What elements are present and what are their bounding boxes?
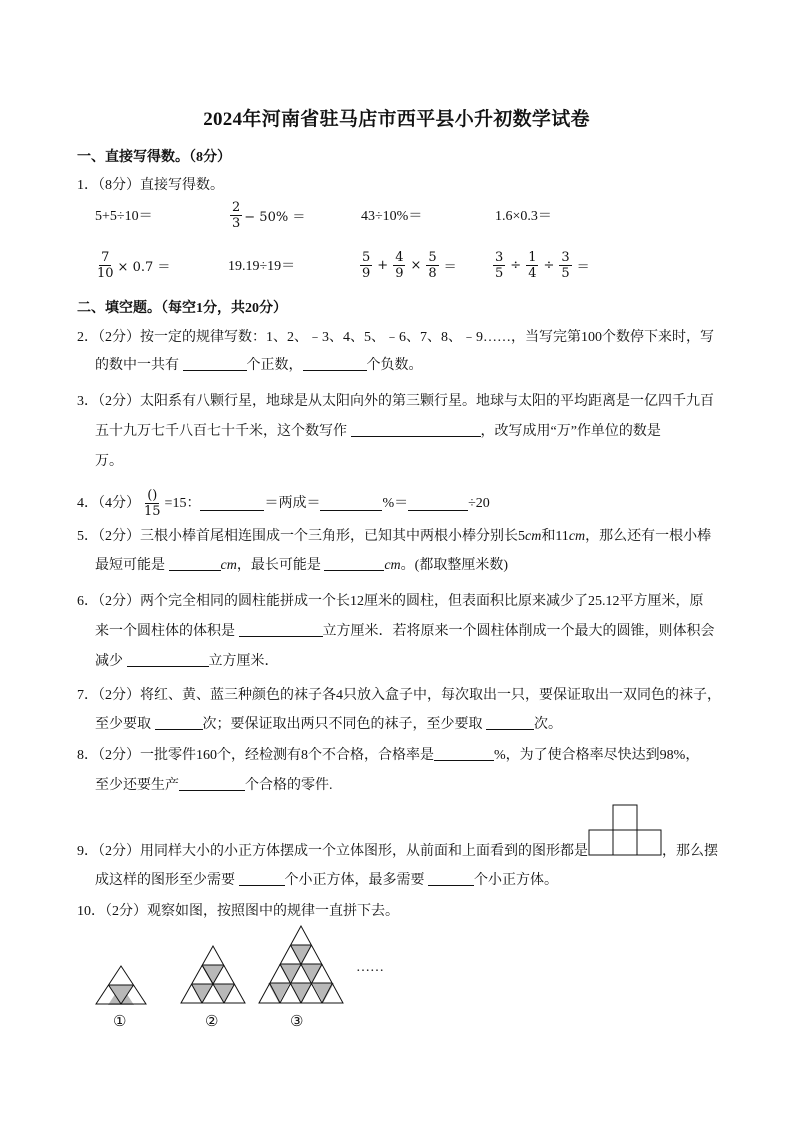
triangle-figure-1 xyxy=(95,965,147,1005)
fraction: $\frac{1}{4}$ xyxy=(528,250,537,281)
calc-g xyxy=(358,250,460,281)
question-4: 4．（4分） $\frac{()}{15}$ =15： ＝两成＝ %＝ ÷20 xyxy=(77,488,490,519)
question-8-line-1: 8．（2分）一批零件160个，经检测有8个不合格，合格率是 %，为了使合格率尽快达到98%， xyxy=(77,748,700,763)
operator: ÷ xyxy=(510,258,522,273)
answer-blank[interactable] xyxy=(179,776,245,791)
question-7-line-2: 至少要取 次；要保证取出两只不同色的袜子，至少要取 次。 xyxy=(95,717,562,732)
fraction: $\frac{4}{9}$ xyxy=(395,250,404,281)
ellipsis: …… xyxy=(356,960,384,975)
answer-blank[interactable] xyxy=(169,556,221,571)
question-5-line-1: 5．（2分）三根小棒首尾相连围成一个三角形，已知其中两根小棒分别长5cm和11cm，那么还有一根小棒 xyxy=(77,529,712,544)
question-2-line-2: 的数中一共有 个正数， 个负数。 xyxy=(95,358,423,373)
calc-f-text: 19.19÷19＝ xyxy=(228,259,296,274)
section-1-heading: 一、直接写得数。（8分） xyxy=(77,150,231,165)
page-title: 2024年河南省驻马店市西平县小升初数学试卷 xyxy=(203,109,590,130)
question-6-line-1: 6．（2分）两个完全相同的圆柱能拼成一个长12厘米的圆柱，但表面积比原来减少了25.12平方厘米，原 xyxy=(77,594,704,609)
square-left xyxy=(589,830,613,855)
calc-d xyxy=(495,205,552,225)
answer-blank[interactable] xyxy=(183,356,247,371)
question-9-line-1: 9．（2分）用同样大小的小正方体摆成一个立体图形，从前面和上面看到的图形都是 ，那么摆 xyxy=(77,844,718,859)
section-2-heading: 二、填空题。（每空1分，共20分） xyxy=(77,301,287,316)
square-top xyxy=(613,805,637,830)
calc-b-text: − 50% ＝ xyxy=(244,210,306,225)
operator: + xyxy=(377,258,389,273)
question-6-line-3: 减少 立方厘米． xyxy=(95,654,279,669)
answer-blank[interactable] xyxy=(486,715,534,730)
question-9-line-2: 成这样的图形至少需要 个小正方体，最多需要 个小正方体。 xyxy=(95,873,558,888)
question-1 xyxy=(77,176,224,196)
operator: ＝ xyxy=(576,260,590,275)
calc-a-text: 5+5÷10＝ xyxy=(95,209,153,224)
calc-f xyxy=(228,255,295,275)
answer-blank[interactable] xyxy=(434,746,494,761)
operator: ＝ xyxy=(443,260,457,275)
answer-blank[interactable] xyxy=(351,422,481,437)
answer-blank[interactable] xyxy=(155,715,203,730)
calc-b xyxy=(228,200,305,231)
answer-blank[interactable] xyxy=(324,556,384,571)
triangle-figure-2 xyxy=(180,945,246,1005)
question-6-line-2: 来一个圆柱体的体积是 立方厘米．若将原来一个圆柱体削成一个最大的圆锥，则体积会 xyxy=(95,624,715,639)
answer-blank[interactable] xyxy=(200,496,264,511)
square-right xyxy=(637,830,661,855)
figure-label-2: ② xyxy=(205,1014,219,1030)
fraction: $\frac{2}{3}$ xyxy=(232,200,241,231)
q1-score: （8分） xyxy=(98,178,140,193)
question-2-line-1: 2．（2分）按一定的规律写数：1、2、﹣3、4、5、﹣6、7、8、﹣9……，当写完第100个数停下来时，写 xyxy=(77,330,714,345)
question-3-line-3: 万。 xyxy=(95,454,123,469)
answer-blank[interactable] xyxy=(239,871,285,886)
operator: ÷ xyxy=(543,258,555,273)
question-7-line-1: 7．（2分）将红、黄、蓝三种颜色的袜子各4只放入盒子中，每次取出一只，要保证取出一双同色的袜子， xyxy=(77,688,721,703)
triangle-figure-3 xyxy=(258,925,344,1005)
calc-d-text: 1.6×0.3＝ xyxy=(495,209,552,224)
fraction: $\frac{5}{9}$ xyxy=(362,250,371,281)
fraction-blank[interactable]: $\frac{()}{15}$ xyxy=(144,488,161,519)
cube-view-figure xyxy=(588,804,664,858)
answer-blank[interactable] xyxy=(239,622,323,637)
question-3-line-2: 五十九万七千八百七十千米，这个数写作 ，改写成用“万”作单位的数是 xyxy=(95,424,661,439)
figure-label-3: ③ xyxy=(290,1014,304,1030)
question-10-line-1: 10．（2分）观察如图，按照图中的规律一直拼下去。 xyxy=(77,904,399,919)
fraction: $\frac{5}{8}$ xyxy=(428,250,437,281)
calc-a xyxy=(95,205,153,225)
fraction: $\frac{3}{5}$ xyxy=(561,250,570,281)
answer-blank[interactable] xyxy=(408,496,468,511)
fraction: $\frac{3}{5}$ xyxy=(495,250,504,281)
question-3-line-1: 3．（2分）太阳系有八颗行星，地球是从太阳向外的第三颗行星。地球与太阳的平均距离是一亿四千九百 xyxy=(77,394,714,409)
q1-number: 1． xyxy=(77,178,98,193)
answer-blank[interactable] xyxy=(127,652,209,667)
question-8-line-2: 至少还要生产 个合格的零件. xyxy=(95,778,333,793)
calc-h xyxy=(491,250,593,281)
calc-e xyxy=(93,250,170,281)
figure-label-1: ① xyxy=(113,1014,127,1030)
calc-c xyxy=(361,205,422,225)
calc-e-text: × 0.7 ＝ xyxy=(117,260,171,275)
question-5-line-2: 最短可能是 cm，最长可能是 cm。(都取整厘米数) xyxy=(95,558,508,573)
answer-blank[interactable] xyxy=(303,356,367,371)
fraction: $\frac{7}{10}$ xyxy=(97,250,114,281)
square-middle xyxy=(613,830,637,855)
operator: × xyxy=(410,258,422,273)
calc-c-text: 43÷10%＝ xyxy=(361,209,423,224)
answer-blank[interactable] xyxy=(428,871,474,886)
answer-blank[interactable] xyxy=(320,496,382,511)
q1-text: 直接写得数。 xyxy=(140,178,224,193)
